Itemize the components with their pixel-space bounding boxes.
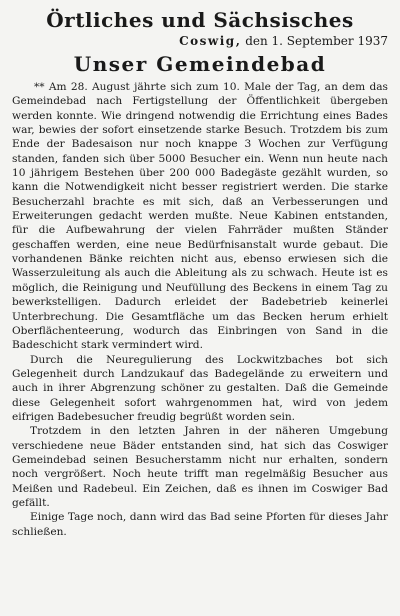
- section-title: Örtliches und Sächsisches: [46, 8, 354, 32]
- article-paragraph: ** Am 28. August jährte sich zum 10. Male der Tag, an dem das Gemeindebad nach Fertigstellung der Öffentlichkeit übergeben werden konnte. Wie dringend notwendig die Errichtung eines Bades war, bewies der sofort einsetzende starke Besuch. Trotzdem bis zum Ende der Badesaison nur noch knappe 3 Wochen zur Verfügung standen, fanden sich über 5000 Besucher ein. Wenn nun heute nach 10 jährigem Bestehen über 200 000 Badegäste gezählt wurden, so kann die Notwendigkeit nicht besser registriert werden. Die starke Besucherzahl brachte es mit sich, daß an Verbesserungen und Erweiterungen gedacht werden mußte. Neue Kabinen entstanden, für die Aufbewahrung der vielen Fahrräder mußten Ständer geschaffen werden, eine neue Bedürfnisanstalt wurde gebaut. Die vorhandenen Bänke reichten nicht aus, ebenso erwiesen sich die Wasserzuleitung als auch die Ableitung als zu schwach. Heute ist es möglich, die Reinigung und Neufüllung des Beckens in einem Tag zu bewerkstelligen. Dadurch erleidet der Badebetrieb keinerlei Unterbrechung. Die Gesamtfläche um das Becken herum erhielt Oberflächenteerung, wodurch das Einbringen von Sand in die Badeschicht stark vermindert wird.: [12, 81, 388, 352]
- article-paragraph: Trotzdem in den letzten Jahren in der näheren Umgebung verschiedene neue Bäder entstanden sind, hat sich das Coswiger Gemeindebad seinen Besucherstamm nicht nur erhalten, sondern noch vergrößert. Noch heute trifft man regelmäßig Besucher aus Meißen und Radebeul. Ein Zeichen, daß es ihnen im Coswiger Bad gefällt.: [12, 425, 388, 509]
- dateline-date: den 1. September 1937: [245, 34, 388, 48]
- article-headline: Unser Gemeindebad: [73, 52, 327, 76]
- article-paragraph: Einige Tage noch, dann wird das Bad seine Pforten für dieses Jahr schließen.: [12, 511, 388, 538]
- article-body: [12, 80, 388, 539]
- article-paragraph: Durch die Neuregulierung des Lockwitzbaches bot sich Gelegenheit durch Landzukauf das Badegelände zu erweitern und auch in ihrer Abgrenzung schöner zu gestalten. Daß die Gemeinde diese Gelegenheit sofort wahrgenommen hat, wird von jedem eifrigen Badebesucher freudig begrüßt worden sein.: [12, 353, 388, 423]
- dateline: [12, 34, 388, 48]
- dateline-place: Coswig,: [179, 34, 242, 48]
